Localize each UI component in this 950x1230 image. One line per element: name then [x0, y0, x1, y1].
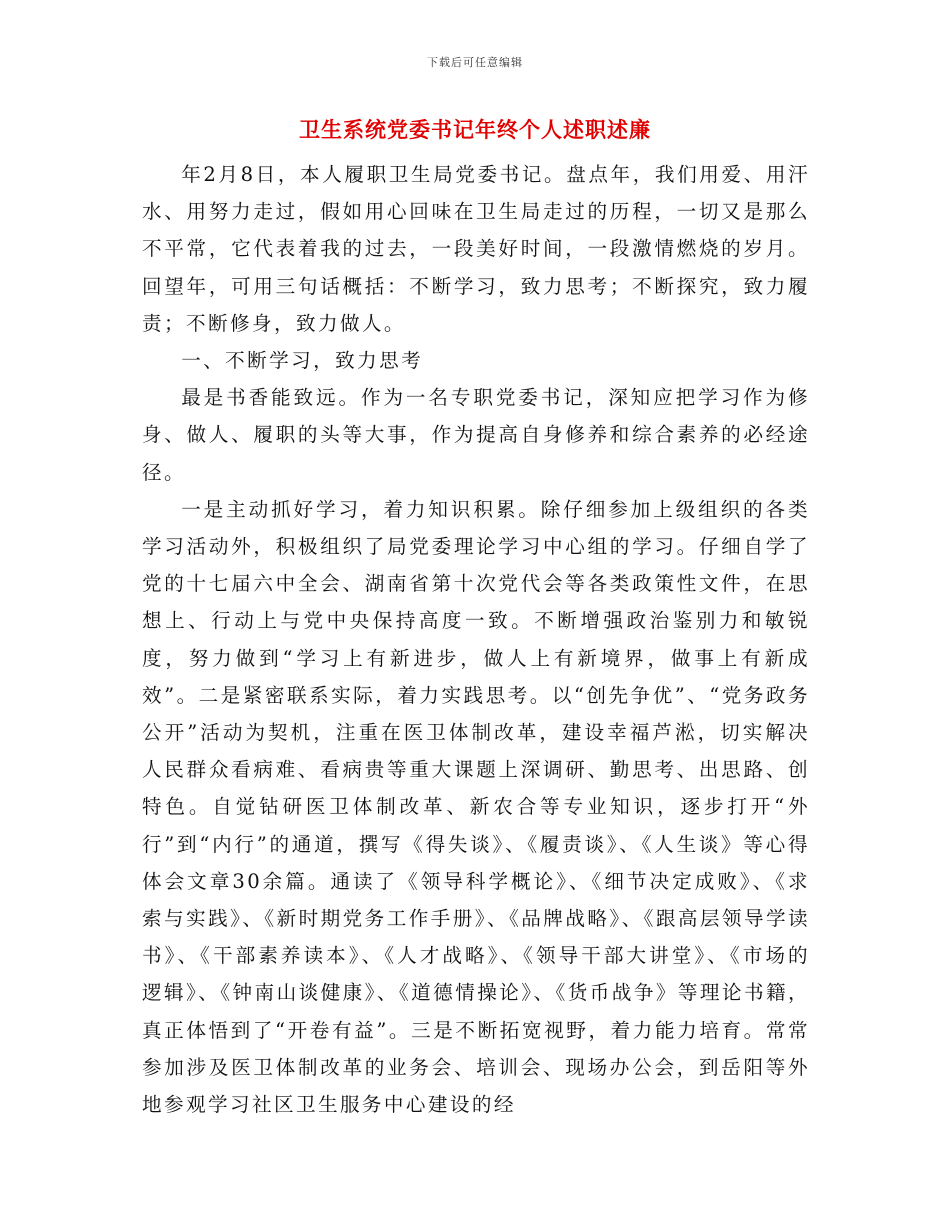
header-note: 下载后可任意编辑 [427, 56, 523, 69]
document-body [142, 156, 810, 1123]
paragraph-intro: 年2月8日，本人履职卫生局党委书记。盘点年，我们用爱、用汗水、用努力走过，假如用心回味在卫生局走过的历程，一切又是那么不平常，它代表着我的过去，一段美好时间，一段激情燃烧的岁月。回望年，可用三句话概括：不断学习，致力思考；不断探究，致力履责；不断修身，致力做人。 [142, 163, 810, 335]
document-title: 卫生系统党委书记年终个人述职述廉 [299, 118, 651, 142]
paragraph-section-1-details: 一是主动抓好学习，着力知识积累。除仔细参加上级组织的各类学习活动外，积极组织了局党委理论学习中心组的学习。仔细自学了党的十七届六中全会、湖南省第十次党代会等各类政策性文件，在思想上、行动上与党中央保持高度一致。不断增强政治鉴别力和敏锐度，努力做到“学习上有新进步，做人上有新境界，做事上有新成效”。二是紧密联系实际，着力实践思考。以“创先争优”、“党务政务公开”活动为契机，注重在医卫体制改革，建设幸福芦淞，切实解决人民群众看病难、看病贵等重大课题上深调研、勤思考、出思路、创特色。自觉钻研医卫体制改革、新农合等专业知识，逐步打开“外行”到“内行”的通道，撰写《得失谈》、《履责谈》、《人生谈》等心得体会文章30余篇。通读了《领导科学概论》、《细节决定成败》、《求索与实践》、《新时期党务工作手册》、《品牌战略》、《跟高层领导学读书》、《干部素养读本》、《人才战略》、《领导干部大讲堂》、《市场的逻辑》、《钟南山谈健康》、《道德情操论》、《货币战争》等理论书籍，真正体悟到了“开卷有益”。三是不断拓宽视野，着力能力培育。常常参加涉及医卫体制改革的业务会、培训会、现场办公会，到岳阳等外地参观学习社区卫生服务中心建设的经 [142, 497, 810, 1117]
section-heading-1: 一、不断学习，致力思考 [181, 349, 424, 373]
paragraph-section-1-intro: 最是书香能致远。作为一名专职党委书记，深知应把学习作为修身、做人、履职的头等大事，作为提高自身修养和综合素养的必经途径。 [142, 386, 810, 484]
